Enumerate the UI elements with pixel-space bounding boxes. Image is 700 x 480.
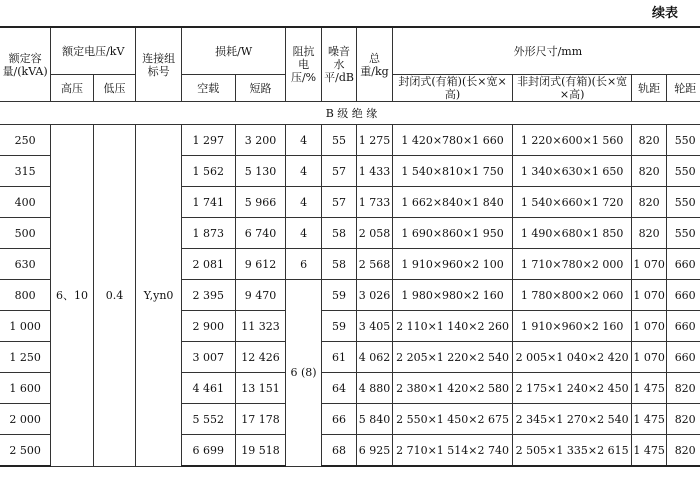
header-track: 轨距 xyxy=(631,75,666,102)
cell-sealed-dims: 2 205×1 220×2 540 xyxy=(392,342,513,373)
cell-connection: Y,yn0 xyxy=(136,125,182,467)
cell-sealed-dims: 2 380×1 420×2 580 xyxy=(392,373,513,404)
cell-capacity: 400 xyxy=(0,187,51,218)
cell-impedance: 6 xyxy=(286,249,321,280)
cell-no-load: 6 699 xyxy=(181,435,235,467)
cell-no-load: 2 395 xyxy=(181,280,235,311)
table-row xyxy=(0,125,700,156)
cell-capacity: 500 xyxy=(0,218,51,249)
cell-noise: 57 xyxy=(321,187,356,218)
header-loss: 损耗/W xyxy=(181,27,285,75)
cell-short-circuit: 13 151 xyxy=(235,373,286,404)
cell-low-voltage: 0.4 xyxy=(93,125,136,467)
cell-unsealed-dims: 2 505×1 335×2 615 xyxy=(513,435,632,467)
cell-no-load: 2 900 xyxy=(181,311,235,342)
cell-weight: 6 925 xyxy=(357,435,392,467)
cell-wheel: 660 xyxy=(667,311,700,342)
header-unsealed: 非封闭式(有箱)(长×宽×高) xyxy=(513,75,632,102)
cell-short-circuit: 11 323 xyxy=(235,311,286,342)
cell-high-voltage: 6、10 xyxy=(51,125,94,467)
cell-track: 820 xyxy=(631,156,666,187)
cell-wheel: 550 xyxy=(667,218,700,249)
header-no-load: 空载 xyxy=(181,75,235,102)
cell-short-circuit: 19 518 xyxy=(235,435,286,467)
cell-track: 1 475 xyxy=(631,373,666,404)
cell-capacity: 2 000 xyxy=(0,404,51,435)
cell-short-circuit: 9 612 xyxy=(235,249,286,280)
cell-wheel: 550 xyxy=(667,187,700,218)
cell-sealed-dims: 2 550×1 450×2 675 xyxy=(392,404,513,435)
cell-noise: 68 xyxy=(321,435,356,467)
cell-wheel: 660 xyxy=(667,342,700,373)
cell-unsealed-dims: 1 490×680×1 850 xyxy=(513,218,632,249)
cell-noise: 59 xyxy=(321,311,356,342)
cell-wheel: 660 xyxy=(667,249,700,280)
cell-weight: 5 840 xyxy=(357,404,392,435)
transformer-spec-table xyxy=(0,26,700,467)
cell-weight: 3 026 xyxy=(357,280,392,311)
cell-impedance-group: 6 (8) xyxy=(286,280,321,467)
cell-capacity: 1 250 xyxy=(0,342,51,373)
cell-unsealed-dims: 1 340×630×1 650 xyxy=(513,156,632,187)
cell-wheel: 550 xyxy=(667,125,700,156)
header-high-voltage: 高压 xyxy=(51,75,94,102)
header-sealed: 封闭式(有箱)(长×宽×高) xyxy=(392,75,513,102)
header-weight: 总重/kg xyxy=(357,27,392,102)
header-capacity: 额定容量/(kVA) xyxy=(0,27,51,102)
cell-no-load: 4 461 xyxy=(181,373,235,404)
cell-capacity: 1 600 xyxy=(0,373,51,404)
cell-no-load: 1 562 xyxy=(181,156,235,187)
header-short-circuit: 短路 xyxy=(235,75,286,102)
cell-noise: 59 xyxy=(321,280,356,311)
cell-capacity: 250 xyxy=(0,125,51,156)
cell-sealed-dims: 1 662×840×1 840 xyxy=(392,187,513,218)
cell-noise: 66 xyxy=(321,404,356,435)
cell-track: 1 070 xyxy=(631,311,666,342)
cell-track: 1 070 xyxy=(631,280,666,311)
cell-short-circuit: 5 966 xyxy=(235,187,286,218)
cell-capacity: 1 000 xyxy=(0,311,51,342)
cell-sealed-dims: 1 540×810×1 750 xyxy=(392,156,513,187)
cell-weight: 4 062 xyxy=(357,342,392,373)
cell-track: 1 070 xyxy=(631,249,666,280)
cell-sealed-dims: 2 110×1 140×2 260 xyxy=(392,311,513,342)
header-low-voltage: 低压 xyxy=(93,75,136,102)
cell-wheel: 550 xyxy=(667,156,700,187)
cell-short-circuit: 9 470 xyxy=(235,280,286,311)
cell-unsealed-dims: 1 710×780×2 000 xyxy=(513,249,632,280)
cell-short-circuit: 17 178 xyxy=(235,404,286,435)
cell-no-load: 3 007 xyxy=(181,342,235,373)
cell-wheel: 820 xyxy=(667,435,700,467)
cell-unsealed-dims: 2 005×1 040×2 420 xyxy=(513,342,632,373)
cell-unsealed-dims: 1 220×600×1 560 xyxy=(513,125,632,156)
section-label: B 级 绝 缘 xyxy=(0,102,700,125)
header-rated-voltage: 额定电压/kV xyxy=(51,27,136,75)
cell-weight: 1 733 xyxy=(357,187,392,218)
cell-weight: 2 058 xyxy=(357,218,392,249)
cell-impedance: 4 xyxy=(286,125,321,156)
cell-noise: 57 xyxy=(321,156,356,187)
cell-no-load: 2 081 xyxy=(181,249,235,280)
cell-noise: 64 xyxy=(321,373,356,404)
cell-unsealed-dims: 1 780×800×2 060 xyxy=(513,280,632,311)
cell-unsealed-dims: 1 910×960×2 160 xyxy=(513,311,632,342)
cell-noise: 61 xyxy=(321,342,356,373)
cell-noise: 58 xyxy=(321,249,356,280)
cell-short-circuit: 12 426 xyxy=(235,342,286,373)
header-wheel: 轮距 xyxy=(667,75,700,102)
cell-capacity: 630 xyxy=(0,249,51,280)
cell-weight: 2 568 xyxy=(357,249,392,280)
cell-impedance: 4 xyxy=(286,218,321,249)
cell-unsealed-dims: 2 175×1 240×2 450 xyxy=(513,373,632,404)
cell-no-load: 1 297 xyxy=(181,125,235,156)
cell-track: 1 070 xyxy=(631,342,666,373)
cell-no-load: 5 552 xyxy=(181,404,235,435)
cell-sealed-dims: 1 420×780×1 660 xyxy=(392,125,513,156)
cell-impedance: 4 xyxy=(286,187,321,218)
cell-short-circuit: 3 200 xyxy=(235,125,286,156)
header-dimensions: 外形尺寸/mm xyxy=(392,27,700,75)
cell-track: 820 xyxy=(631,187,666,218)
cell-track: 820 xyxy=(631,218,666,249)
cell-noise: 55 xyxy=(321,125,356,156)
cell-weight: 1 275 xyxy=(357,125,392,156)
cell-sealed-dims: 1 690×860×1 950 xyxy=(392,218,513,249)
cell-capacity: 2 500 xyxy=(0,435,51,467)
cell-capacity: 800 xyxy=(0,280,51,311)
cell-unsealed-dims: 2 345×1 270×2 540 xyxy=(513,404,632,435)
header-impedance: 阻抗电压/% xyxy=(286,27,321,102)
cell-track: 1 475 xyxy=(631,404,666,435)
cell-sealed-dims: 1 910×960×2 100 xyxy=(392,249,513,280)
cell-weight: 4 880 xyxy=(357,373,392,404)
cell-sealed-dims: 2 710×1 514×2 740 xyxy=(392,435,513,467)
cell-wheel: 660 xyxy=(667,280,700,311)
header-connection: 连接组标号 xyxy=(136,27,182,102)
cell-short-circuit: 6 740 xyxy=(235,218,286,249)
cell-weight: 3 405 xyxy=(357,311,392,342)
cell-wheel: 820 xyxy=(667,404,700,435)
cell-no-load: 1 741 xyxy=(181,187,235,218)
cell-track: 820 xyxy=(631,125,666,156)
cell-unsealed-dims: 1 540×660×1 720 xyxy=(513,187,632,218)
cell-weight: 1 433 xyxy=(357,156,392,187)
cell-track: 1 475 xyxy=(631,435,666,467)
cell-sealed-dims: 1 980×980×2 160 xyxy=(392,280,513,311)
continued-label: 续表 xyxy=(651,6,678,21)
cell-impedance: 4 xyxy=(286,156,321,187)
cell-noise: 58 xyxy=(321,218,356,249)
cell-no-load: 1 873 xyxy=(181,218,235,249)
cell-short-circuit: 5 130 xyxy=(235,156,286,187)
header-noise: 噪音水平/dB xyxy=(321,27,356,102)
cell-capacity: 315 xyxy=(0,156,51,187)
cell-wheel: 820 xyxy=(667,373,700,404)
